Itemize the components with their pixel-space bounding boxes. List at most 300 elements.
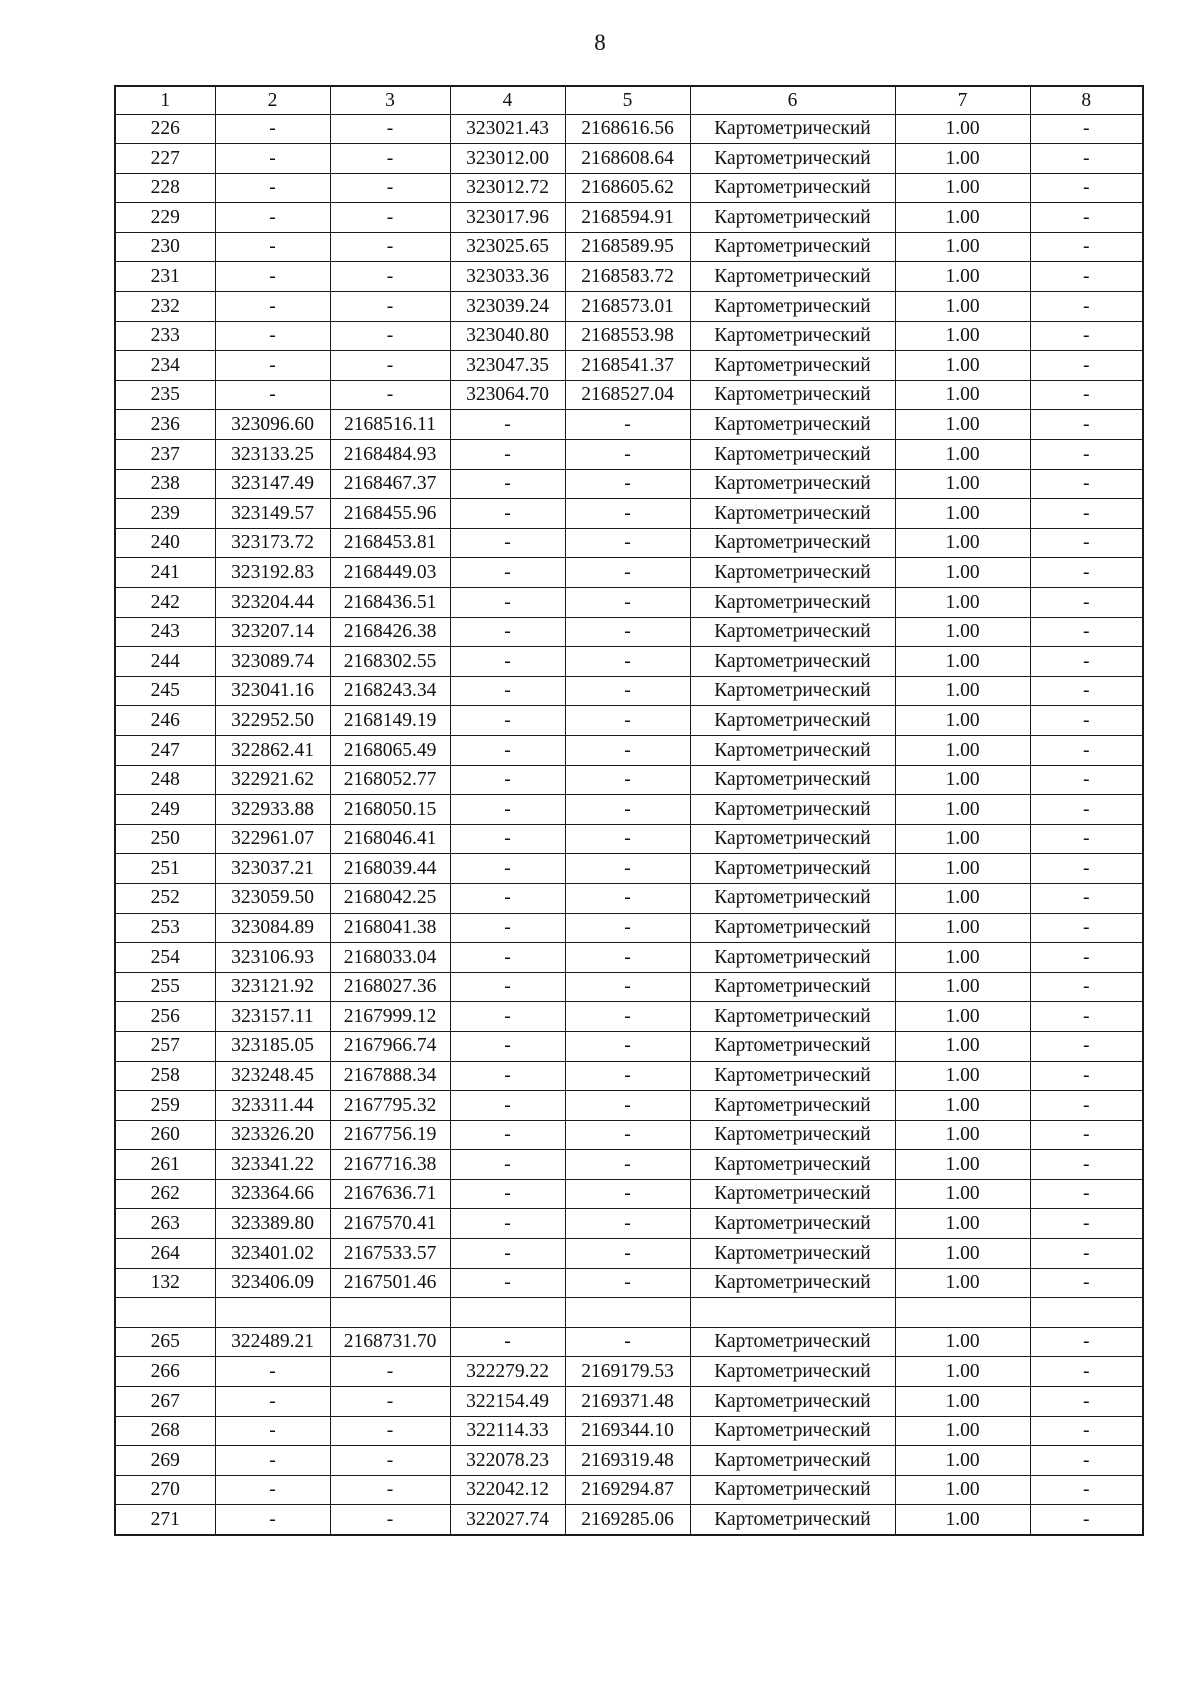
cell-coord-x-existing: 323364.66 — [215, 1179, 330, 1209]
table-row — [115, 676, 1143, 706]
page-number: 8 — [594, 30, 606, 55]
cell-point-number: 267 — [115, 1387, 215, 1417]
cell-accuracy: 1.00 — [895, 972, 1030, 1002]
cell-coord-y-new: - — [565, 913, 690, 943]
cell-coord-x-new: - — [450, 706, 565, 736]
cell-point-number: 262 — [115, 1179, 215, 1209]
cell-accuracy: 1.00 — [895, 528, 1030, 558]
cell-accuracy: 1.00 — [895, 1505, 1030, 1535]
cell-coord-x-existing: 323147.49 — [215, 469, 330, 499]
cell-coord-x-existing: 323059.50 — [215, 883, 330, 913]
cell-coord-y-existing: 2168449.03 — [330, 558, 450, 588]
cell-point-number: 256 — [115, 1002, 215, 1032]
cell-note: - — [1030, 232, 1143, 262]
cell-coord-y-existing: 2168149.19 — [330, 706, 450, 736]
table-row — [115, 114, 1143, 144]
cell-point-number: 227 — [115, 144, 215, 174]
cell-coord-y-new: - — [565, 943, 690, 973]
header-col-7: 7 — [895, 86, 1030, 114]
cell-note: - — [1030, 1120, 1143, 1150]
cell-note: - — [1030, 173, 1143, 203]
cell-method: Картометрический — [690, 1031, 895, 1061]
cell-accuracy: 1.00 — [895, 1150, 1030, 1180]
cell-note: - — [1030, 1357, 1143, 1387]
header-col-4: 4 — [450, 86, 565, 114]
cell-coord-y-new: - — [565, 1061, 690, 1091]
cell-note: - — [1030, 647, 1143, 677]
cell-coord-x-new: - — [450, 972, 565, 1002]
table-row — [115, 440, 1143, 470]
cell-coord-y-new — [565, 1298, 690, 1328]
cell-accuracy: 1.00 — [895, 647, 1030, 677]
cell-coord-x-new: - — [450, 647, 565, 677]
cell-method: Картометрический — [690, 1239, 895, 1269]
cell-point-number: 248 — [115, 765, 215, 795]
cell-coord-x-existing: - — [215, 351, 330, 381]
cell-note: - — [1030, 262, 1143, 292]
cell-coord-y-existing: 2168243.34 — [330, 676, 450, 706]
cell-point-number: 261 — [115, 1150, 215, 1180]
cell-point-number: 245 — [115, 676, 215, 706]
cell-method: Картометрический — [690, 1091, 895, 1121]
cell-coord-y-existing: - — [330, 144, 450, 174]
cell-note: - — [1030, 676, 1143, 706]
cell-accuracy: 1.00 — [895, 380, 1030, 410]
header-col-8: 8 — [1030, 86, 1143, 114]
table-row — [115, 1387, 1143, 1417]
cell-method: Картометрический — [690, 1357, 895, 1387]
cell-coord-x-new: - — [450, 410, 565, 440]
cell-note: - — [1030, 410, 1143, 440]
cell-method: Картометрический — [690, 351, 895, 381]
cell-note: - — [1030, 1327, 1143, 1357]
table-row — [115, 1061, 1143, 1091]
cell-coord-y-new: - — [565, 1239, 690, 1269]
cell-coord-y-new: - — [565, 410, 690, 440]
cell-note: - — [1030, 972, 1143, 1002]
cell-note: - — [1030, 883, 1143, 913]
cell-accuracy: 1.00 — [895, 765, 1030, 795]
cell-coord-x-new: - — [450, 469, 565, 499]
cell-coord-y-existing: 2168467.37 — [330, 469, 450, 499]
cell-point-number: 228 — [115, 173, 215, 203]
cell-coord-y-existing: 2168436.51 — [330, 588, 450, 618]
cell-point-number: 229 — [115, 203, 215, 233]
cell-note: - — [1030, 824, 1143, 854]
cell-coord-y-existing: 2167533.57 — [330, 1239, 450, 1269]
cell-coord-y-existing: - — [330, 1446, 450, 1476]
cell-point-number: 264 — [115, 1239, 215, 1269]
cell-coord-x-existing: - — [215, 232, 330, 262]
cell-point-number — [115, 1298, 215, 1328]
cell-coord-x-new: - — [450, 1120, 565, 1150]
cell-accuracy: 1.00 — [895, 558, 1030, 588]
cell-point-number: 251 — [115, 854, 215, 884]
cell-accuracy: 1.00 — [895, 1239, 1030, 1269]
table-row — [115, 588, 1143, 618]
cell-accuracy: 1.00 — [895, 262, 1030, 292]
cell-method: Картометрический — [690, 913, 895, 943]
table-row — [115, 292, 1143, 322]
cell-point-number: 132 — [115, 1268, 215, 1298]
cell-coord-y-new: - — [565, 647, 690, 677]
cell-point-number: 230 — [115, 232, 215, 262]
cell-accuracy: 1.00 — [895, 676, 1030, 706]
table-row — [115, 706, 1143, 736]
cell-coord-x-new: - — [450, 1091, 565, 1121]
cell-accuracy: 1.00 — [895, 232, 1030, 262]
cell-note: - — [1030, 854, 1143, 884]
cell-coord-x-new: - — [450, 913, 565, 943]
cell-accuracy: 1.00 — [895, 351, 1030, 381]
cell-point-number: 253 — [115, 913, 215, 943]
table-row — [115, 469, 1143, 499]
cell-coord-x-new: - — [450, 943, 565, 973]
cell-point-number: 271 — [115, 1505, 215, 1535]
table-row — [115, 1091, 1143, 1121]
cell-coord-x-new: - — [450, 1061, 565, 1091]
cell-coord-y-new: - — [565, 824, 690, 854]
cell-coord-x-new: - — [450, 1002, 565, 1032]
cell-coord-x-existing: - — [215, 1387, 330, 1417]
table-row — [115, 972, 1143, 1002]
cell-coord-y-new: - — [565, 1002, 690, 1032]
cell-coord-x-new: 323033.36 — [450, 262, 565, 292]
cell-note: - — [1030, 1268, 1143, 1298]
cell-coord-y-existing: 2168516.11 — [330, 410, 450, 440]
table-row — [115, 558, 1143, 588]
cell-coord-y-new: 2169371.48 — [565, 1387, 690, 1417]
cell-coord-x-new: - — [450, 1268, 565, 1298]
table-row — [115, 854, 1143, 884]
cell-method: Картометрический — [690, 410, 895, 440]
cell-note: - — [1030, 735, 1143, 765]
cell-method: Картометрический — [690, 795, 895, 825]
cell-method: Картометрический — [690, 528, 895, 558]
cell-coord-x-existing: 323389.80 — [215, 1209, 330, 1239]
cell-coord-y-new: - — [565, 1031, 690, 1061]
cell-accuracy: 1.00 — [895, 440, 1030, 470]
cell-coord-x-new: 322027.74 — [450, 1505, 565, 1535]
header-col-5: 5 — [565, 86, 690, 114]
table-row — [115, 1475, 1143, 1505]
cell-method: Картометрический — [690, 1061, 895, 1091]
table-row — [115, 1327, 1143, 1357]
cell-coord-y-existing: 2167966.74 — [330, 1031, 450, 1061]
cell-coord-x-existing: 323106.93 — [215, 943, 330, 973]
header-col-1: 1 — [115, 86, 215, 114]
cell-method: Картометрический — [690, 321, 895, 351]
cell-coord-y-existing: - — [330, 292, 450, 322]
cell-point-number: 257 — [115, 1031, 215, 1061]
cell-coord-y-new: 2168594.91 — [565, 203, 690, 233]
cell-coord-y-new: - — [565, 765, 690, 795]
table-row — [115, 824, 1143, 854]
table-row — [115, 943, 1143, 973]
cell-coord-y-existing: 2167888.34 — [330, 1061, 450, 1091]
cell-coord-x-new: - — [450, 617, 565, 647]
cell-method: Картометрический — [690, 1002, 895, 1032]
cell-point-number: 234 — [115, 351, 215, 381]
cell-coord-x-existing: 322952.50 — [215, 706, 330, 736]
cell-method: Картометрический — [690, 647, 895, 677]
cell-point-number: 270 — [115, 1475, 215, 1505]
cell-coord-y-existing: 2167570.41 — [330, 1209, 450, 1239]
cell-coord-x-existing: 323121.92 — [215, 972, 330, 1002]
cell-coord-y-new: 2169344.10 — [565, 1416, 690, 1446]
cell-coord-y-existing: - — [330, 232, 450, 262]
header-row — [115, 86, 1143, 114]
cell-method: Картометрический — [690, 706, 895, 736]
cell-note: - — [1030, 321, 1143, 351]
cell-method: Картометрический — [690, 1120, 895, 1150]
cell-note: - — [1030, 1179, 1143, 1209]
cell-accuracy: 1.00 — [895, 469, 1030, 499]
cell-coord-x-existing: 323157.11 — [215, 1002, 330, 1032]
cell-accuracy: 1.00 — [895, 173, 1030, 203]
cell-coord-y-existing: 2167716.38 — [330, 1150, 450, 1180]
table-row — [115, 1357, 1143, 1387]
cell-coord-y-new: - — [565, 795, 690, 825]
cell-accuracy: 1.00 — [895, 144, 1030, 174]
cell-note: - — [1030, 1209, 1143, 1239]
cell-coord-x-new: 323039.24 — [450, 292, 565, 322]
table-row — [115, 913, 1143, 943]
header-col-2: 2 — [215, 86, 330, 114]
cell-coord-y-existing: 2168027.36 — [330, 972, 450, 1002]
table-row — [115, 203, 1143, 233]
cell-coord-y-existing: 2168426.38 — [330, 617, 450, 647]
cell-accuracy: 1.00 — [895, 1061, 1030, 1091]
cell-note — [1030, 1298, 1143, 1328]
cell-point-number: 268 — [115, 1416, 215, 1446]
cell-note: - — [1030, 943, 1143, 973]
cell-coord-y-new: - — [565, 854, 690, 884]
cell-coord-y-new: 2168583.72 — [565, 262, 690, 292]
cell-coord-y-existing: 2167636.71 — [330, 1179, 450, 1209]
cell-coord-x-existing: 323401.02 — [215, 1239, 330, 1269]
cell-accuracy: 1.00 — [895, 1091, 1030, 1121]
cell-method: Картометрический — [690, 114, 895, 144]
cell-coord-y-new: 2168589.95 — [565, 232, 690, 262]
cell-coord-x-existing: 323149.57 — [215, 499, 330, 529]
cell-note: - — [1030, 144, 1143, 174]
cell-method: Картометрический — [690, 617, 895, 647]
cell-coord-x-new: - — [450, 1031, 565, 1061]
cell-accuracy: 1.00 — [895, 1120, 1030, 1150]
cell-method: Картометрический — [690, 203, 895, 233]
cell-point-number: 226 — [115, 114, 215, 144]
cell-coord-y-new: - — [565, 617, 690, 647]
cell-note: - — [1030, 1091, 1143, 1121]
table-row — [115, 321, 1143, 351]
cell-coord-x-existing: 322961.07 — [215, 824, 330, 854]
cell-coord-x-new: - — [450, 854, 565, 884]
cell-method: Картометрический — [690, 1179, 895, 1209]
cell-coord-y-new: - — [565, 499, 690, 529]
cell-method: Картометрический — [690, 1150, 895, 1180]
cell-method: Картометрический — [690, 380, 895, 410]
cell-point-number: 232 — [115, 292, 215, 322]
cell-coord-y-new: 2169179.53 — [565, 1357, 690, 1387]
cell-coord-y-existing: 2167999.12 — [330, 1002, 450, 1032]
cell-coord-x-existing: - — [215, 1475, 330, 1505]
cell-method: Картометрический — [690, 1209, 895, 1239]
cell-method: Картометрический — [690, 232, 895, 262]
cell-coord-y-existing — [330, 1298, 450, 1328]
cell-coord-x-new: 323017.96 — [450, 203, 565, 233]
cell-coord-y-new: 2168527.04 — [565, 380, 690, 410]
cell-note: - — [1030, 469, 1143, 499]
cell-coord-y-existing: 2168042.25 — [330, 883, 450, 913]
cell-coord-y-existing: 2168731.70 — [330, 1327, 450, 1357]
table-row — [115, 1239, 1143, 1269]
cell-accuracy: 1.00 — [895, 883, 1030, 913]
cell-point-number: 242 — [115, 588, 215, 618]
cell-coord-x-new: 323040.80 — [450, 321, 565, 351]
cell-coord-y-new: 2168605.62 — [565, 173, 690, 203]
cell-coord-x-existing: - — [215, 380, 330, 410]
cell-note: - — [1030, 203, 1143, 233]
table-row — [115, 1179, 1143, 1209]
cell-coord-x-existing: 323037.21 — [215, 854, 330, 884]
cell-method: Картометрический — [690, 824, 895, 854]
header-col-3: 3 — [330, 86, 450, 114]
cell-method: Картометрический — [690, 1387, 895, 1417]
cell-coord-x-existing: - — [215, 262, 330, 292]
cell-accuracy: 1.00 — [895, 588, 1030, 618]
cell-note: - — [1030, 588, 1143, 618]
cell-coord-y-existing: - — [330, 1505, 450, 1535]
cell-coord-y-existing: - — [330, 114, 450, 144]
cell-coord-y-existing: 2168050.15 — [330, 795, 450, 825]
cell-note: - — [1030, 1505, 1143, 1535]
cell-coord-y-existing: - — [330, 380, 450, 410]
cell-coord-y-existing: 2167501.46 — [330, 1268, 450, 1298]
table-row — [115, 647, 1143, 677]
cell-accuracy: 1.00 — [895, 943, 1030, 973]
cell-coord-x-existing: 323096.60 — [215, 410, 330, 440]
cell-point-number: 265 — [115, 1327, 215, 1357]
cell-accuracy: 1.00 — [895, 706, 1030, 736]
cell-coord-y-existing: - — [330, 1387, 450, 1417]
table-row — [115, 144, 1143, 174]
cell-note: - — [1030, 440, 1143, 470]
cell-coord-y-existing: - — [330, 351, 450, 381]
cell-note: - — [1030, 351, 1143, 381]
cell-point-number: 241 — [115, 558, 215, 588]
cell-coord-x-new: - — [450, 528, 565, 558]
cell-accuracy: 1.00 — [895, 735, 1030, 765]
cell-point-number: 233 — [115, 321, 215, 351]
cell-point-number: 246 — [115, 706, 215, 736]
cell-method: Картометрический — [690, 765, 895, 795]
table-row — [115, 1505, 1143, 1535]
cell-coord-x-new: - — [450, 1239, 565, 1269]
cell-method: Картометрический — [690, 1475, 895, 1505]
cell-coord-x-new: - — [450, 1209, 565, 1239]
cell-coord-x-new: - — [450, 1150, 565, 1180]
cell-note: - — [1030, 114, 1143, 144]
cell-accuracy: 1.00 — [895, 203, 1030, 233]
cell-coord-y-new: - — [565, 440, 690, 470]
cell-method: Картометрический — [690, 144, 895, 174]
cell-method: Картометрический — [690, 676, 895, 706]
cell-coord-y-existing: 2168484.93 — [330, 440, 450, 470]
table-row — [115, 795, 1143, 825]
cell-note: - — [1030, 795, 1143, 825]
cell-coord-y-new: 2168553.98 — [565, 321, 690, 351]
cell-method: Картометрический — [690, 292, 895, 322]
cell-coord-x-new: 323047.35 — [450, 351, 565, 381]
cell-method: Картометрический — [690, 1446, 895, 1476]
cell-coord-x-existing: - — [215, 292, 330, 322]
table-row — [115, 380, 1143, 410]
cell-coord-y-new: 2168541.37 — [565, 351, 690, 381]
table-row — [115, 1002, 1143, 1032]
cell-note: - — [1030, 1150, 1143, 1180]
cell-point-number: 244 — [115, 647, 215, 677]
cell-coord-x-new: - — [450, 883, 565, 913]
cell-coord-x-new: 322154.49 — [450, 1387, 565, 1417]
cell-method: Картометрический — [690, 1416, 895, 1446]
cell-method: Картометрический — [690, 943, 895, 973]
cell-method: Картометрический — [690, 588, 895, 618]
cell-coord-y-existing: - — [330, 1475, 450, 1505]
cell-coord-x-existing: - — [215, 1505, 330, 1535]
cell-accuracy: 1.00 — [895, 499, 1030, 529]
cell-point-number: 260 — [115, 1120, 215, 1150]
cell-accuracy: 1.00 — [895, 1327, 1030, 1357]
cell-accuracy: 1.00 — [895, 1268, 1030, 1298]
cell-coord-x-existing: - — [215, 1416, 330, 1446]
cell-coord-y-existing: 2167756.19 — [330, 1120, 450, 1150]
table-row — [115, 232, 1143, 262]
cell-coord-y-existing: 2168052.77 — [330, 765, 450, 795]
cell-coord-x-existing: 323248.45 — [215, 1061, 330, 1091]
table-row — [115, 1150, 1143, 1180]
cell-coord-x-new: - — [450, 676, 565, 706]
table-row — [115, 528, 1143, 558]
cell-coord-x-existing: 323204.44 — [215, 588, 330, 618]
cell-accuracy: 1.00 — [895, 1002, 1030, 1032]
cell-accuracy: 1.00 — [895, 1475, 1030, 1505]
cell-coord-y-existing: - — [330, 203, 450, 233]
cell-coord-y-existing: 2168039.44 — [330, 854, 450, 884]
cell-coord-y-new: - — [565, 1150, 690, 1180]
cell-coord-y-new: 2169319.48 — [565, 1446, 690, 1476]
table-row — [115, 173, 1143, 203]
cell-coord-x-new: 323064.70 — [450, 380, 565, 410]
cell-coord-y-new: - — [565, 1209, 690, 1239]
cell-coord-x-new: 322042.12 — [450, 1475, 565, 1505]
cell-method — [690, 1298, 895, 1328]
cell-coord-y-new: - — [565, 588, 690, 618]
cell-coord-y-new: - — [565, 883, 690, 913]
cell-accuracy: 1.00 — [895, 1209, 1030, 1239]
cell-point-number: 250 — [115, 824, 215, 854]
cell-note: - — [1030, 1031, 1143, 1061]
header-col-6: 6 — [690, 86, 895, 114]
cell-coord-y-new: - — [565, 1091, 690, 1121]
cell-method: Картометрический — [690, 735, 895, 765]
cell-coord-y-new: - — [565, 558, 690, 588]
cell-accuracy: 1.00 — [895, 617, 1030, 647]
cell-coord-x-new: - — [450, 440, 565, 470]
cell-point-number: 236 — [115, 410, 215, 440]
cell-coord-x-new: 323025.65 — [450, 232, 565, 262]
cell-coord-y-existing: - — [330, 1416, 450, 1446]
